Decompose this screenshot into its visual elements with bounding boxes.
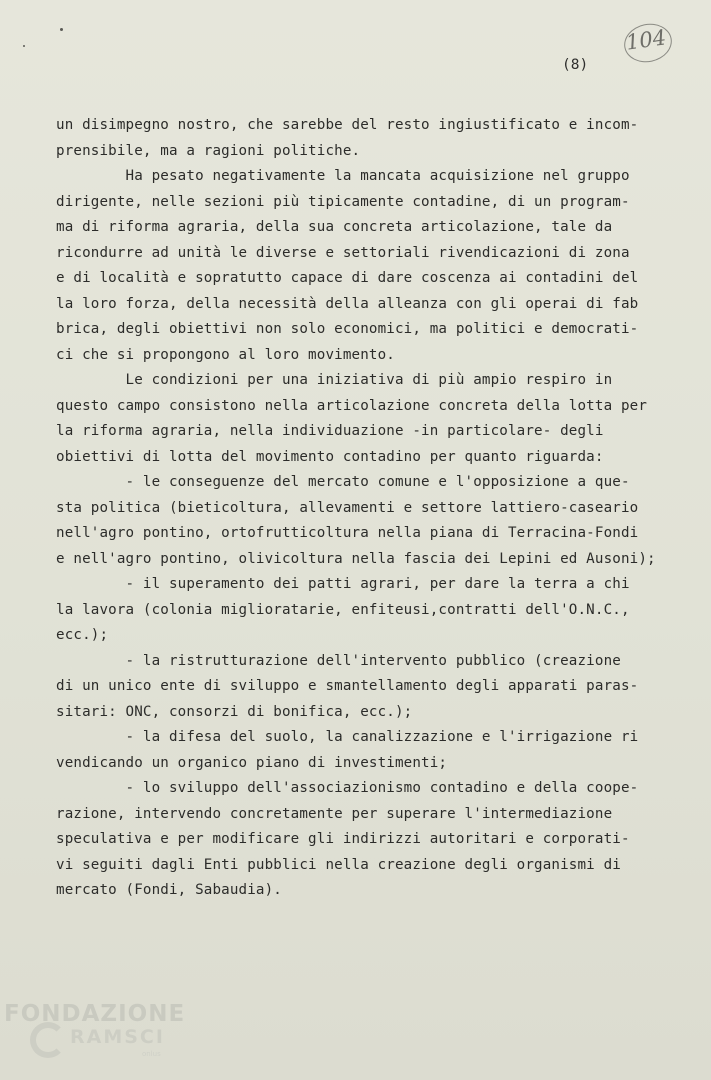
page-number: (8) (562, 57, 589, 73)
typewritten-body (56, 113, 656, 904)
paper-speck (23, 45, 25, 47)
text-line: - le conseguenze del mercato comune e l'opposizione a que- (56, 474, 630, 490)
text-line: - il superamento dei patti agrari, per dare la terra a chi (56, 576, 630, 592)
text-line: la loro forza, della necessità della alleanza con gli operai di fab (56, 295, 639, 312)
text-line: nell'agro pontino, ortofrutticoltura nella piana di Terracina-Fondi (56, 525, 639, 541)
text-line: di un unico ente di sviluppo e smantellamento degli apparati paras- (56, 678, 639, 694)
text-line: un disimpegno nostro, che sarebbe del resto ingiustificato e incom- (56, 117, 639, 133)
text-line: mercato (Fondi, Sabaudia). (56, 882, 282, 898)
text-line: e di località e sopratutto capace di dare coscenza ai contadini del (56, 270, 639, 286)
paper-speck (60, 28, 63, 31)
text-line: obiettivi di lotta del movimento contadino per quanto riguarda: (56, 448, 604, 465)
text-line: speculativa e per modificare gli indirizzi autoritari e corporati- (56, 831, 630, 847)
text-line: ricondurre ad unità le diverse e settoriali rivendicazioni di zona (56, 244, 630, 261)
text-line: prensibile, ma a ragioni politiche. (56, 142, 361, 159)
text-line: ecc.); (56, 627, 109, 643)
text-line: dirigente, nelle sezioni più tipicamente contadine, di un program- (56, 193, 630, 210)
text-line: la lavora (colonia miglioratarie, enfiteusi,contratti dell'O.N.C., (56, 601, 630, 618)
text-line: ma di riforma agraria, della sua concreta articolazione, tale da (56, 219, 613, 235)
text-line: questo campo consistono nella articolazione concreta della lotta per (56, 397, 648, 414)
text-line: vi seguiti dagli Enti pubblici nella creazione degli organismi di (56, 856, 621, 873)
text-line: ci che si propongono al loro movimento. (56, 346, 395, 363)
text-line: brica, degli obiettivi non solo economici, ma politici e democrati- (56, 321, 639, 337)
watermark-g-logo-icon (30, 1022, 66, 1058)
watermark-gramsci-text: RAMSCI (70, 1026, 165, 1048)
text-line: la riforma agraria, nella individuazione -in particolare- degli (56, 423, 604, 439)
text-line: e nell'agro pontino, olivicoltura nella fascia dei Lepini ed Ausoni); (56, 550, 656, 567)
text-line: Le condizioni per una iniziativa di più ampio respiro in (56, 372, 613, 388)
text-line: - la ristrutturazione dell'intervento pubblico (creazione (56, 652, 621, 669)
watermark-onlus: onlus (142, 1050, 161, 1058)
watermark-fondazione: FONDAZIONE (4, 1001, 186, 1027)
text-line: vendicando un organico piano di investimenti; (56, 754, 448, 771)
handwritten-folio-number: 104 (624, 25, 668, 55)
text-line: sitari: ONC, consorzi di bonifica, ecc.); (56, 703, 413, 720)
text-line: Ha pesato negativamente la mancata acquisizione nel gruppo (56, 168, 630, 184)
text-line: razione, intervendo concretamente per superare l'intermediazione (56, 805, 613, 822)
text-line: sta politica (bieticoltura, allevamenti e settore lattiero-caseario (56, 499, 639, 516)
text-line: - lo sviluppo dell'associazionismo contadino e della coope- (56, 780, 639, 796)
text-line: - la difesa del suolo, la canalizzazione e l'irrigazione ri (56, 729, 639, 745)
watermark-gramsci (30, 1020, 180, 1060)
